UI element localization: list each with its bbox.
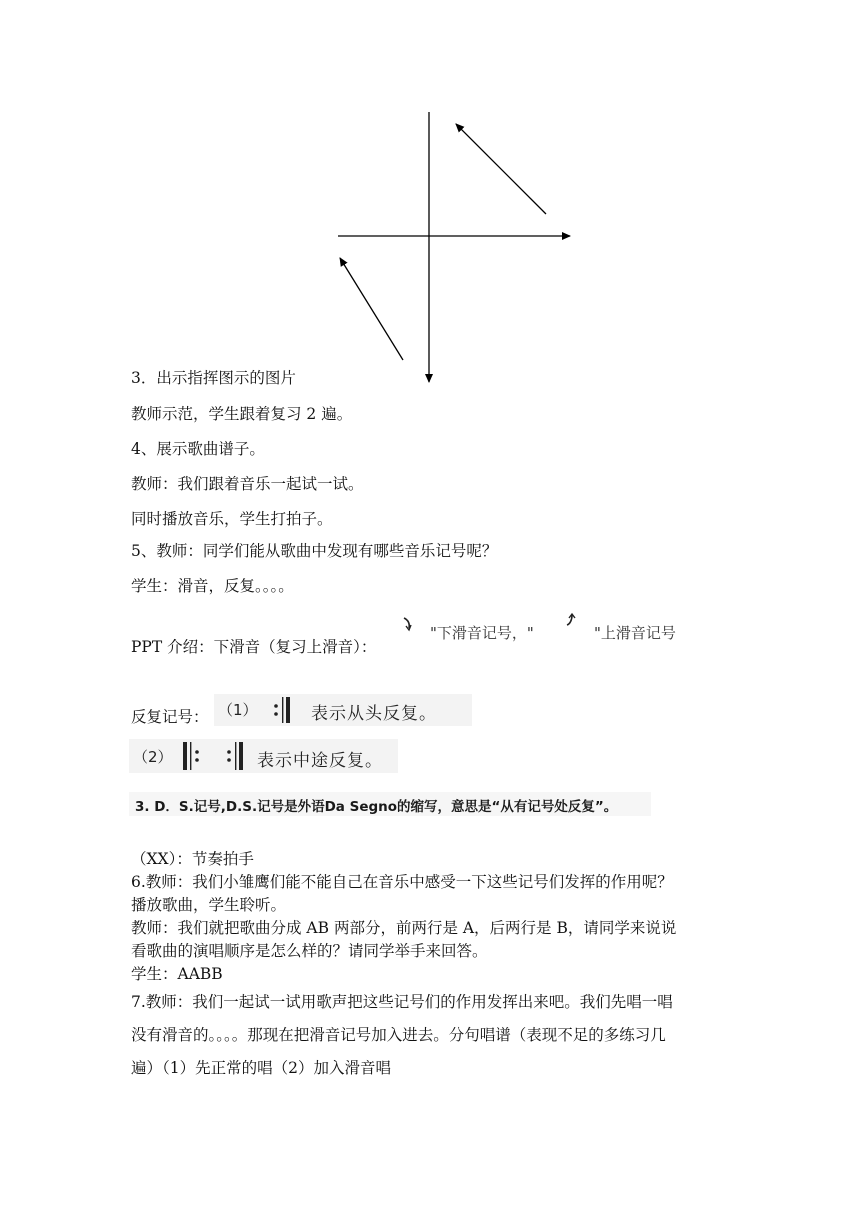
down-glissando-label: "下滑音记号，": [430, 624, 534, 642]
text-line: 同时播放音乐，学生打拍子。: [131, 510, 333, 528]
step-4-line: 4、展示歌曲谱子。: [131, 440, 265, 458]
text-line: 教师示范，学生跟着复习 2 遍。: [131, 405, 353, 423]
ppt-intro-line: PPT 介绍：下滑音（复习上滑音）：: [131, 638, 377, 656]
step-5-line: 5、教师：同学们能从歌曲中发现有哪些音乐记号呢？: [131, 542, 498, 560]
repeat-from-start-image: [214, 694, 472, 726]
diagonal-up-left-arrow-bottom: [340, 258, 403, 360]
up-glissando-icon: [564, 612, 578, 632]
repeat-image-caption: 表示从头反复。: [311, 704, 437, 724]
step-7-line: 7.教师：我们一起试一试用歌声把这些记号们的作用发挥出来吧。我们先唱一唱: [131, 993, 673, 1011]
step-3-line: 3．出示指挥图示的图片: [131, 369, 296, 387]
text-line: 没有滑音的。。。。那现在把滑音记号加入进去。分句唱谱（表现不足的多练习几: [131, 1026, 666, 1044]
down-glissando-icon: [401, 616, 415, 636]
text-line: 学生：滑音，反复。。。。: [131, 577, 294, 595]
end-repeat-sign-icon: [272, 696, 294, 724]
text-line: 教师：我们就把歌曲分成 AB 两部分，前两行是 A，后两行是 B，请同学来说说: [131, 919, 677, 937]
up-glissando-label: "上滑音记号: [594, 624, 676, 642]
text-line: 看歌曲的演唱顺序是怎么样的？请同学举手来回答。: [131, 942, 488, 960]
conducting-pattern-diagram: [330, 108, 580, 388]
end-repeat-sign-icon: [225, 741, 247, 771]
ds-sign-image: [129, 792, 651, 816]
repeat-image-number: （1）: [218, 701, 258, 719]
text-line: 学生：AABB: [131, 965, 223, 983]
text-line: 播放歌曲，学生聆听。: [131, 896, 287, 914]
repeat-sign-label: 反复记号：: [131, 708, 209, 726]
repeat-middle-image: [129, 739, 398, 773]
rhythm-clap-line: （XX）：节奏拍手: [131, 850, 254, 868]
text-line: 教师：我们跟着音乐一起试一试。: [131, 475, 364, 493]
repeat-image-number: （2）: [133, 748, 173, 766]
text-line: 遍）（1）先正常的唱（2）加入滑音唱: [131, 1059, 391, 1077]
start-repeat-sign-icon: [181, 741, 203, 771]
repeat-image-caption: 表示中途反复。: [257, 751, 383, 771]
step-6-line: 6.教师：我们小雏鹰们能不能自己在音乐中感受一下这些记号们发挥的作用呢？: [131, 873, 673, 891]
ds-sign-caption: 3. D．S.记号,D.S.记号是外语Da Segno的缩写，意思是“从有记号处反复”。: [135, 799, 618, 815]
diagonal-up-left-arrow-top: [456, 124, 546, 214]
